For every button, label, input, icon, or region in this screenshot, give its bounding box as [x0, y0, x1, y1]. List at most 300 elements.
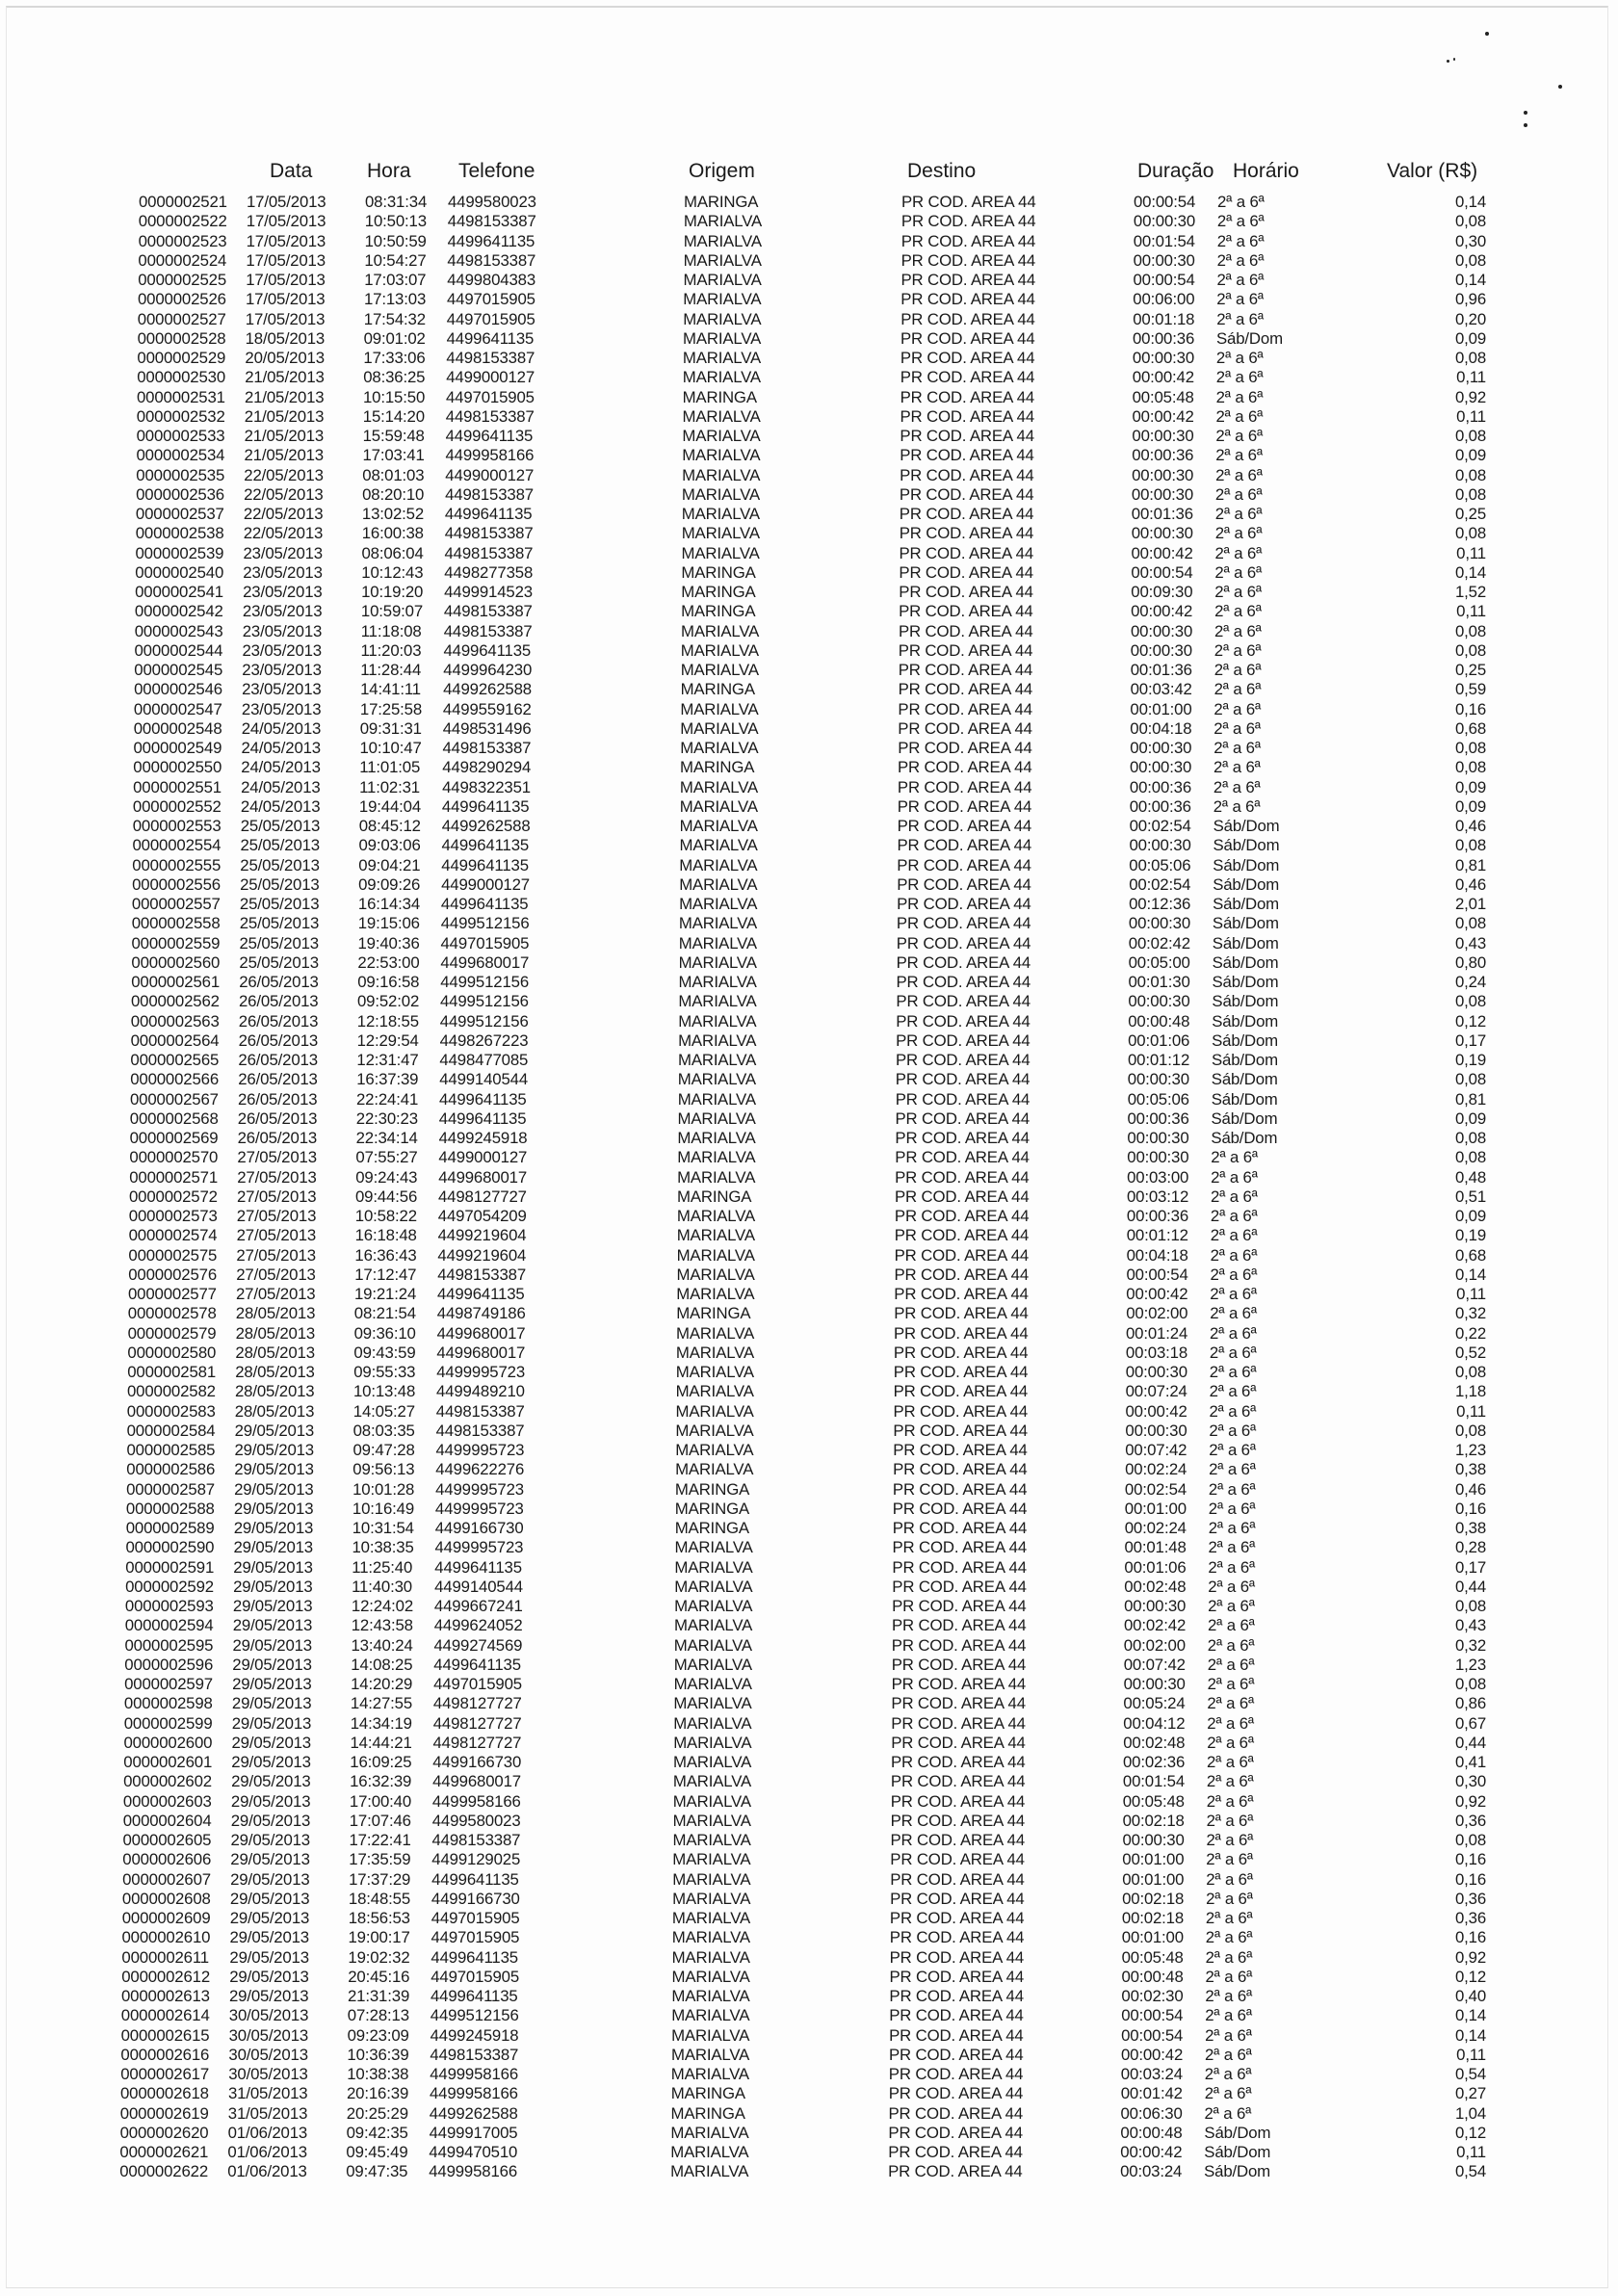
cell-origin: MARINGA: [682, 387, 757, 406]
cell-origin: MARIALVA: [679, 895, 758, 913]
cell-destination: PR COD. AREA 44: [899, 543, 1034, 562]
table-row: [0, 1597, 1618, 1616]
cell-record-id: 0000002589: [125, 1519, 215, 1537]
cell-phone: 4499641135: [445, 427, 534, 445]
cell-date: 27/05/2013: [236, 1265, 316, 1284]
cell-destination: PR COD. AREA 44: [890, 1811, 1026, 1830]
header-telefone: Telefone: [458, 160, 535, 182]
table-header: [0, 160, 1618, 183]
cell-value: 0,40: [1454, 1987, 1486, 2005]
cell-phone: 4498477085: [439, 1051, 529, 1069]
cell-date: 27/05/2013: [237, 1148, 317, 1167]
cell-duration: 00:01:12: [1128, 1051, 1190, 1069]
cell-destination: PR COD. AREA 44: [893, 1343, 1029, 1362]
cell-date: 01/06/2013: [227, 2143, 307, 2161]
cell-date: 24/05/2013: [241, 758, 321, 777]
cell-rate-period: 2ª a 6ª: [1215, 368, 1264, 387]
table-row: [0, 193, 1618, 212]
cell-time: 08:31:34: [365, 193, 428, 211]
cell-origin: MARIALVA: [676, 1285, 755, 1303]
cell-value: 0,16: [1454, 699, 1486, 718]
cell-value: 0,08: [1454, 836, 1486, 855]
cell-origin: MARIALVA: [681, 505, 760, 523]
cell-value: 0,25: [1454, 505, 1486, 523]
cell-phone: 4499140544: [439, 1070, 529, 1089]
cell-destination: PR COD. AREA 44: [896, 914, 1031, 933]
cell-value: 0,17: [1454, 1557, 1486, 1577]
cell-value: 0,11: [1456, 1401, 1486, 1421]
cell-value: 0,11: [1456, 602, 1486, 621]
cell-value: 0,30: [1454, 231, 1486, 250]
cell-value: 0,38: [1454, 1460, 1486, 1479]
cell-duration: 00:04:18: [1130, 718, 1192, 738]
cell-value: 0,46: [1454, 1479, 1486, 1499]
cell-time: 22:30:23: [355, 1109, 418, 1128]
cell-phone: 4499641135: [447, 231, 535, 250]
cell-rate-period: 2ª a 6ª: [1214, 543, 1263, 562]
cell-rate-period: 2ª a 6ª: [1214, 640, 1262, 660]
table-row: [0, 368, 1618, 387]
cell-destination: PR COD. AREA 44: [892, 1616, 1027, 1635]
cell-date: 25/05/2013: [239, 895, 320, 913]
cell-origin: MARIALVA: [679, 836, 758, 855]
cell-destination: PR COD. AREA 44: [888, 2065, 1024, 2083]
cell-duration: 00:00:42: [1125, 1401, 1187, 1421]
cell-date: 29/05/2013: [232, 1635, 312, 1655]
cell-destination: PR COD. AREA 44: [888, 2143, 1023, 2161]
cell-phone: 4499914523: [444, 583, 533, 601]
cell-rate-period: Sáb/Dom: [1212, 992, 1279, 1011]
cell-record-id: 0000002606: [122, 1850, 212, 1869]
cell-phone: 4497015905: [433, 1675, 522, 1693]
cell-duration: 00:04:18: [1126, 1245, 1188, 1265]
cell-duration: 00:05:24: [1123, 1694, 1186, 1713]
cell-phone: 4499000127: [445, 465, 535, 484]
cell-record-id: 0000002555: [132, 855, 222, 874]
table-row: [0, 1948, 1618, 1968]
cell-destination: PR COD. AREA 44: [891, 1655, 1027, 1674]
cell-value: 0,14: [1454, 2006, 1486, 2025]
cell-record-id: 0000002585: [126, 1441, 216, 1459]
cell-value: 0,16: [1454, 1499, 1486, 1518]
cell-duration: 00:00:30: [1125, 1421, 1187, 1440]
cell-value: 0,14: [1454, 2025, 1486, 2045]
cell-record-id: 0000002590: [125, 1538, 215, 1557]
cell-destination: PR COD. AREA 44: [900, 406, 1035, 426]
cell-record-id: 0000002604: [122, 1811, 212, 1830]
cell-destination: PR COD. AREA 44: [892, 1499, 1028, 1518]
cell-date: 24/05/2013: [241, 739, 321, 757]
cell-duration: 00:00:36: [1129, 777, 1192, 796]
cell-time: 08:01:03: [362, 465, 425, 484]
cell-phone: 4499804383: [447, 271, 536, 289]
cell-record-id: 0000002530: [137, 368, 226, 387]
cell-duration: 00:01:12: [1126, 1226, 1188, 1245]
cell-date: 29/05/2013: [230, 1831, 310, 1849]
table-row: [0, 895, 1618, 914]
cell-phone: 4498153387: [435, 1421, 525, 1440]
cell-origin: MARINGA: [681, 562, 756, 582]
cell-record-id: 0000002551: [133, 777, 222, 796]
cell-value: 1,52: [1454, 583, 1486, 601]
cell-phone: 4499917005: [429, 2123, 518, 2142]
cell-phone: 4499559162: [442, 699, 532, 718]
cell-record-id: 0000002566: [130, 1070, 220, 1089]
cell-origin: MARIALVA: [681, 543, 760, 562]
cell-duration: 00:00:30: [1128, 992, 1190, 1011]
cell-time: 17:12:47: [354, 1265, 417, 1284]
cell-date: 25/05/2013: [240, 836, 320, 855]
cell-time: 10:16:49: [352, 1499, 415, 1518]
cell-rate-period: 2ª a 6ª: [1210, 1245, 1258, 1265]
table-row: [0, 602, 1618, 621]
cell-duration: 00:05:48: [1122, 1791, 1185, 1811]
cell-duration: 00:00:30: [1130, 640, 1192, 660]
cell-time: 10:10:47: [359, 739, 422, 757]
cell-destination: PR COD. AREA 44: [888, 2123, 1023, 2142]
cell-phone: 4499641135: [443, 640, 532, 660]
cell-time: 17:33:06: [363, 349, 426, 367]
cell-phone: 4499641135: [431, 1987, 518, 2005]
cell-origin: MARIALVA: [680, 739, 759, 757]
cell-phone: 4498153387: [430, 2045, 519, 2064]
cell-value: 0,09: [1454, 1207, 1486, 1225]
cell-date: 17/05/2013: [246, 212, 326, 231]
cell-time: 18:56:53: [348, 1909, 410, 1927]
cell-date: 23/05/2013: [242, 640, 322, 660]
cell-destination: PR COD. AREA 44: [889, 1909, 1025, 1927]
cell-value: 0,08: [1454, 349, 1486, 367]
cell-phone: 4499140544: [434, 1577, 523, 1596]
table-row: [0, 2162, 1618, 2181]
cell-destination: PR COD. AREA 44: [897, 895, 1031, 913]
cell-phone: 4499245918: [430, 2025, 519, 2045]
cell-duration: 00:00:30: [1133, 250, 1195, 270]
cell-rate-period: 2ª a 6ª: [1214, 621, 1262, 640]
cell-time: 16:37:39: [356, 1070, 419, 1089]
cell-value: 0,28: [1454, 1538, 1486, 1557]
cell-phone: 4499641135: [444, 505, 533, 523]
cell-time: 09:31:31: [359, 718, 422, 738]
table-row: [0, 466, 1618, 485]
table-row: [0, 622, 1618, 641]
cell-time: 14:34:19: [350, 1713, 412, 1733]
cell-value: 0,48: [1454, 1167, 1486, 1187]
cell-destination: PR COD. AREA 44: [898, 739, 1032, 757]
cell-phone: 4498749186: [436, 1304, 526, 1323]
cell-time: 09:55:33: [353, 1363, 416, 1381]
cell-origin: MARIALVA: [677, 1070, 756, 1089]
cell-duration: 00:00:54: [1126, 1265, 1188, 1284]
cell-value: 0,27: [1454, 2084, 1486, 2103]
cell-destination: PR COD. AREA 44: [896, 992, 1031, 1011]
cell-time: 20:16:39: [347, 2084, 409, 2103]
cell-phone: 4499958166: [445, 446, 535, 465]
cell-phone: 4498127727: [432, 1694, 522, 1713]
cell-destination: PR COD. AREA 44: [899, 583, 1033, 601]
cell-rate-period: 2ª a 6ª: [1207, 1733, 1254, 1752]
cell-duration: 00:00:30: [1122, 1831, 1185, 1849]
cell-destination: PR COD. AREA 44: [893, 1382, 1029, 1401]
table-row: [0, 329, 1618, 349]
cell-phone: 4499680017: [436, 1323, 526, 1343]
cell-destination: PR COD. AREA 44: [901, 193, 1036, 211]
cell-record-id: 0000002576: [128, 1265, 218, 1284]
cell-origin: MARIALVA: [672, 1850, 751, 1869]
cell-rate-period: 2ª a 6ª: [1210, 1207, 1258, 1225]
cell-duration: 00:02:36: [1123, 1753, 1186, 1771]
table-row: [0, 310, 1618, 329]
cell-record-id: 0000002596: [124, 1655, 214, 1674]
cell-value: 0,43: [1454, 1616, 1486, 1635]
cell-phone: 4499995723: [435, 1479, 524, 1499]
cell-phone: 4497015905: [431, 1967, 520, 1986]
cell-duration: 00:01:36: [1130, 661, 1192, 679]
cell-record-id: 0000002620: [119, 2123, 209, 2142]
cell-record-id: 0000002578: [127, 1304, 217, 1323]
cell-date: 17/05/2013: [246, 250, 326, 270]
cell-origin: MARIALVA: [682, 368, 761, 387]
cell-date: 27/05/2013: [236, 1245, 316, 1265]
table-row: [0, 1382, 1618, 1401]
table-row: [0, 973, 1618, 992]
cell-origin: MARIALVA: [673, 1753, 752, 1771]
cell-record-id: 0000002549: [133, 739, 222, 757]
cell-destination: PR COD. AREA 44: [895, 1148, 1030, 1167]
cell-date: 29/05/2013: [231, 1694, 312, 1713]
cell-date: 21/05/2013: [244, 446, 324, 465]
cell-origin: MARIALVA: [672, 1869, 751, 1889]
cell-rate-period: 2ª a 6ª: [1207, 1694, 1255, 1713]
cell-value: 0,11: [1456, 543, 1486, 562]
table-row: [0, 1480, 1618, 1500]
cell-record-id: 0000002580: [127, 1343, 217, 1362]
cell-record-id: 0000002560: [131, 952, 221, 972]
cell-origin: MARIALVA: [678, 973, 757, 991]
cell-duration: 00:00:36: [1127, 1109, 1189, 1128]
cell-rate-period: Sáb/Dom: [1204, 2143, 1271, 2161]
call-records-table: [0, 193, 1618, 2182]
cell-duration: 00:00:36: [1132, 446, 1194, 465]
cell-date: 23/05/2013: [243, 543, 323, 562]
table-row: [0, 1148, 1618, 1167]
cell-record-id: 0000002545: [134, 661, 223, 679]
cell-duration: 00:00:30: [1125, 1363, 1187, 1381]
cell-phone: 4499580023: [431, 1811, 521, 1830]
table-row: [0, 1344, 1618, 1363]
cell-rate-period: 2ª a 6ª: [1206, 1772, 1254, 1791]
cell-record-id: 0000002582: [127, 1382, 216, 1401]
cell-rate-period: Sáb/Dom: [1211, 1129, 1278, 1147]
cell-duration: 00:00:30: [1123, 1675, 1186, 1693]
table-row: [0, 1187, 1618, 1207]
cell-rate-period: 2ª a 6ª: [1208, 1519, 1256, 1537]
cell-origin: MARIALVA: [673, 1655, 752, 1674]
cell-rate-period: Sáb/Dom: [1212, 1031, 1279, 1050]
cell-phone: 4498322351: [442, 777, 531, 796]
cell-duration: 00:00:42: [1121, 2045, 1184, 2064]
cell-destination: PR COD. AREA 44: [896, 973, 1031, 991]
cell-origin: MARIALVA: [677, 1148, 756, 1167]
cell-rate-period: 2ª a 6ª: [1209, 1382, 1257, 1401]
cell-value: 1,18: [1454, 1382, 1486, 1401]
cell-origin: MARIALVA: [683, 231, 762, 250]
cell-destination: PR COD. AREA 44: [891, 1635, 1027, 1655]
cell-time: 14:44:21: [350, 1733, 412, 1752]
table-row: [0, 251, 1618, 271]
cell-duration: 00:00:30: [1132, 465, 1194, 484]
cell-value: 0,09: [1454, 446, 1486, 465]
cell-value: 0,08: [1454, 524, 1486, 543]
cell-phone: 4498127727: [438, 1187, 527, 1206]
cell-rate-period: 2ª a 6ª: [1205, 1928, 1253, 1947]
table-row: [0, 1129, 1618, 1148]
cell-phone: 4497054209: [437, 1207, 527, 1225]
cell-value: 0,12: [1454, 2123, 1486, 2142]
cell-time: 11:20:03: [360, 640, 422, 660]
cell-date: 27/05/2013: [236, 1207, 317, 1225]
cell-date: 23/05/2013: [242, 621, 323, 640]
cell-phone: 4499641135: [440, 895, 529, 913]
cell-time: 08:45:12: [358, 817, 421, 835]
cell-time: 22:24:41: [356, 1089, 419, 1109]
cell-duration: 00:06:00: [1133, 290, 1195, 309]
cell-rate-period: Sáb/Dom: [1211, 1089, 1278, 1109]
cell-value: 0,43: [1454, 933, 1486, 952]
cell-date: 29/05/2013: [234, 1421, 315, 1440]
cell-rate-period: 2ª a 6ª: [1210, 1226, 1258, 1245]
cell-duration: 00:00:30: [1133, 212, 1196, 231]
cell-phone: 4497015905: [431, 1909, 520, 1927]
cell-value: 0,14: [1454, 271, 1486, 289]
cell-phone: 4499680017: [440, 952, 530, 972]
cell-record-id: 0000002556: [132, 874, 221, 894]
cell-value: 0,92: [1454, 1791, 1486, 1811]
header-hora: Hora: [367, 160, 411, 182]
cell-phone: 4499995723: [434, 1538, 524, 1557]
cell-phone: 4499622276: [435, 1460, 525, 1479]
cell-time: 12:31:47: [356, 1051, 419, 1069]
cell-rate-period: 2ª a 6ª: [1207, 1675, 1255, 1693]
cell-origin: MARIALVA: [680, 640, 759, 660]
cell-origin: MARINGA: [680, 758, 755, 777]
cell-phone: 4498531496: [442, 718, 532, 738]
cell-duration: 00:00:30: [1128, 914, 1191, 933]
table-row: [0, 2124, 1618, 2143]
cell-duration: 00:00:30: [1130, 758, 1192, 777]
cell-phone: 4499641135: [446, 328, 535, 348]
cell-origin: MARINGA: [676, 1304, 751, 1323]
cell-duration: 00:00:30: [1130, 739, 1192, 757]
cell-record-id: 0000002593: [124, 1597, 214, 1615]
cell-record-id: 0000002586: [126, 1460, 216, 1479]
cell-date: 29/05/2013: [233, 1538, 313, 1557]
cell-date: 22/05/2013: [244, 484, 324, 504]
cell-phone: 4498267223: [439, 1031, 529, 1050]
cell-rate-period: Sáb/Dom: [1213, 874, 1280, 894]
cell-origin: MARIALVA: [671, 1987, 750, 2005]
cell-destination: PR COD. AREA 44: [899, 484, 1034, 504]
cell-record-id: 0000002529: [137, 349, 226, 367]
cell-value: 0,36: [1454, 1889, 1486, 1908]
cell-rate-period: 2ª a 6ª: [1216, 290, 1265, 309]
cell-record-id: 0000002534: [136, 446, 225, 465]
cell-time: 10:31:54: [352, 1519, 414, 1537]
cell-phone: 4499958166: [430, 2065, 519, 2083]
cell-date: 27/05/2013: [237, 1167, 317, 1187]
cell-rate-period: 2ª a 6ª: [1214, 739, 1261, 757]
cell-value: 0,41: [1454, 1753, 1486, 1771]
cell-destination: PR COD. AREA 44: [900, 465, 1034, 484]
cell-date: 29/05/2013: [234, 1441, 314, 1459]
cell-duration: 00:02:00: [1126, 1304, 1188, 1323]
cell-destination: PR COD. AREA 44: [889, 1967, 1025, 1986]
cell-time: 17:54:32: [363, 309, 426, 328]
cell-record-id: 0000002546: [134, 680, 222, 699]
table-row: [0, 1207, 1618, 1226]
cell-duration: 00:02:42: [1124, 1616, 1187, 1635]
cell-date: 28/05/2013: [235, 1343, 315, 1362]
cell-duration: 00:12:36: [1129, 895, 1191, 913]
cell-value: 0,08: [1454, 427, 1486, 445]
cell-duration: 00:02:18: [1122, 1889, 1185, 1908]
cell-destination: PR COD. AREA 44: [896, 1051, 1031, 1069]
cell-time: 10:38:35: [352, 1538, 414, 1557]
cell-rate-period: 2ª a 6ª: [1205, 1987, 1253, 2005]
cell-rate-period: 2ª a 6ª: [1205, 1967, 1253, 1986]
cell-rate-period: 2ª a 6ª: [1205, 2025, 1252, 2045]
cell-rate-period: 2ª a 6ª: [1207, 1753, 1254, 1771]
cell-rate-period: Sáb/Dom: [1212, 914, 1279, 933]
cell-destination: PR COD. AREA 44: [898, 699, 1032, 718]
cell-time: 09:01:02: [363, 328, 426, 348]
cell-value: 0,24: [1454, 973, 1486, 991]
cell-date: 28/05/2013: [235, 1304, 316, 1323]
cell-duration: 00:03:12: [1127, 1187, 1189, 1206]
cell-duration: 00:04:12: [1123, 1713, 1186, 1733]
cell-record-id: 0000002584: [126, 1421, 216, 1440]
cell-rate-period: 2ª a 6ª: [1211, 1167, 1258, 1187]
cell-origin: MARIALVA: [676, 1265, 755, 1284]
cell-origin: MARIALVA: [673, 1675, 752, 1693]
table-row: [0, 1304, 1618, 1323]
cell-origin: MARIALVA: [676, 1245, 755, 1265]
cell-time: 12:24:02: [351, 1597, 414, 1615]
cell-duration: 00:03:24: [1120, 2162, 1183, 2181]
cell-date: 23/05/2013: [242, 602, 323, 621]
cell-record-id: 0000002525: [138, 271, 227, 289]
cell-record-id: 0000002542: [134, 602, 223, 621]
cell-time: 09:09:26: [358, 874, 421, 894]
cell-phone: 4498127727: [432, 1713, 522, 1733]
cell-record-id: 0000002557: [131, 895, 221, 913]
cell-origin: MARIALVA: [676, 1226, 755, 1245]
cell-duration: 00:00:54: [1131, 562, 1193, 582]
cell-rate-period: 2ª a 6ª: [1214, 562, 1263, 582]
cell-time: 14:27:55: [350, 1694, 413, 1713]
cell-duration: 00:01:06: [1128, 1031, 1190, 1050]
cell-origin: MARIALVA: [678, 933, 757, 952]
cell-value: 0,52: [1454, 1343, 1486, 1362]
cell-duration: 00:00:42: [1131, 543, 1193, 562]
cell-phone: 4498153387: [444, 543, 534, 562]
cell-value: 0,92: [1454, 387, 1486, 406]
cell-duration: 00:00:42: [1131, 602, 1193, 621]
cell-rate-period: 2ª a 6ª: [1205, 2006, 1252, 2025]
cell-time: 17:00:40: [349, 1791, 412, 1811]
cell-date: 29/05/2013: [231, 1733, 311, 1752]
header-origem: Origem: [689, 160, 755, 182]
